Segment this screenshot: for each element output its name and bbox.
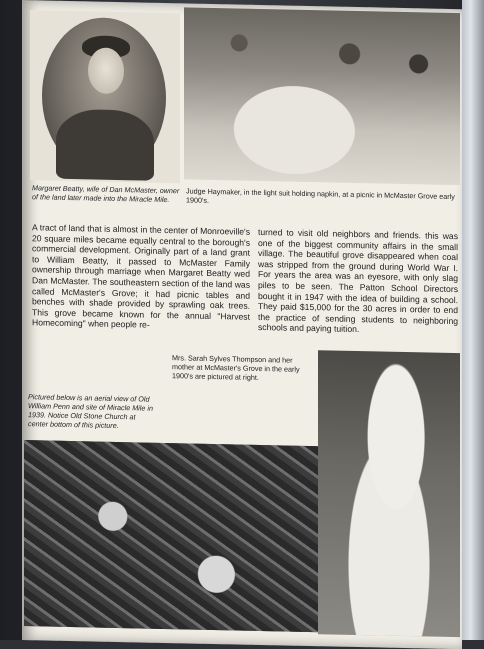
caption-aerial-view: Pictured below is an aerial view of Old William Penn and site of Miracle Mile in 1939. Notice Old Stone Church at center bottom of this picture. (28, 392, 153, 431)
caption-margaret-beatty: Margaret Beatty, wife of Dan McMaster, owner of the land later made into the Miracle Mile. (32, 183, 180, 205)
photo-margaret-beatty (30, 10, 180, 183)
photo-mother-and-daughter (318, 350, 460, 637)
caption-picnic: Judge Haymaker, in the light suit holding napkin, at a picnic in McMaster Grove early 1900's. (186, 186, 455, 205)
article-column-right: turned to visit old neighbors and friends. this was one of the biggest community affairs in the small village. The beautiful grove disappeared when coal was stripped from the ground during World War I. For years the area was an eyesore, with only slag piles to be seen. The Patton School Directors bought it in 1947 with the idea of building a school. They paid $15,000 for the 30 acres in order to end the practice of sending students to neighboring schools and paying tuition. (258, 226, 458, 335)
oval-portrait-frame (42, 16, 166, 177)
book-page (22, 0, 462, 649)
article-column-left: A tract of land that is almost in the center of Monroeville's 20 square miles became equally central to the borough's commercial development. Originally part of a land grant to William Beatty, it passed to McMaster Family ownership through marriage when Margaret Beatty wed Dan McMaster. The southeastern section of the land was called McMaster's Grove; it had picnic tables and benches with shade provided by sprawling oak trees. This grove became known for the annual "Harvest Homecoming" when people re- (32, 222, 250, 331)
caption-mother-daughter: Mrs. Sarah Sylves Thompson and her mother at McMaster's Grove in the early 1900's are pictured at right. (172, 353, 300, 382)
portrait-face (88, 47, 124, 94)
photo-picnic-mcmaster-grove (184, 7, 460, 185)
photo-aerial-view-1939 (24, 440, 320, 632)
portrait-dress (56, 109, 154, 181)
binder-page-edge (462, 0, 484, 640)
